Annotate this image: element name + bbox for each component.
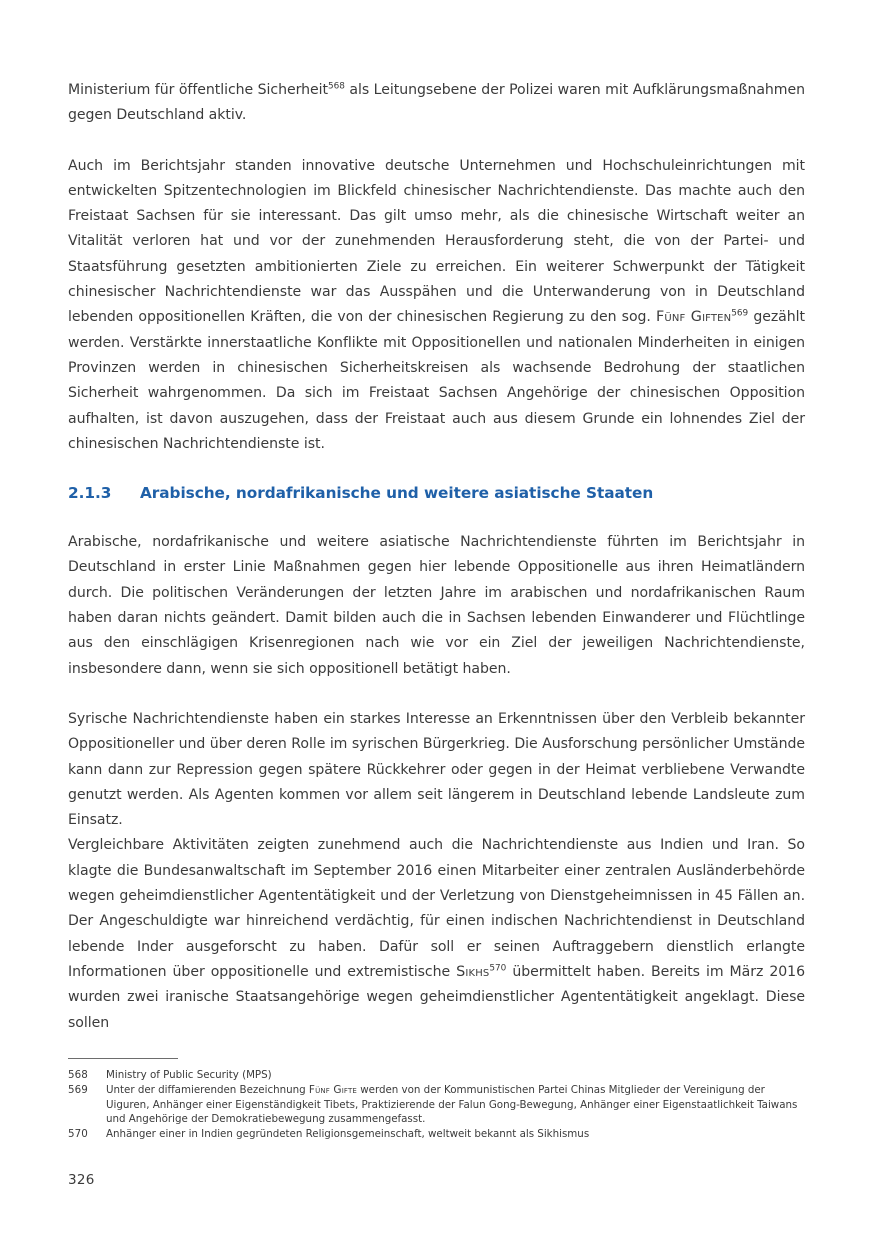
paragraph-text: Arabische, nordafrikanische und weitere asiatische Nachrichtendienste führten im Berichtsjahr in Deutschland in erster Linie Maßnahmen gegen hier lebende Oppositionelle aus ihren Heimatländern durch. Die politischen Veränderungen der letzten Jahre im arabischen und nordafrikanischen Raum haben daran nichts geändert. Damit bilden auch die in Sachsen lebenden Einwanderer und Flüchtlinge aus den einschlägigen Krisenregionen nach wie vor ein Ziel der jeweiligen Nachrichtendienste, insbesondere dann, wenn sie sich oppositionell betätigt haben. <box>68 534 805 677</box>
footnote-number: 569 <box>68 1084 88 1097</box>
smallcaps-sikhs: Sikhs <box>456 963 490 980</box>
paragraph-text-part-1: Auch im Berichtsjahr standen innovative deutsche Unternehmen und Hochschuleinrichtungen mit entwickelten Spitzentechnologien im Blickfeld chinesischer Nachrichtendienste. Das machte auch den Freistaat Sachsen für sie interessant. Das gilt umso mehr, als die chinesische Wirtschaft weiter an Vitalität verloren hat und vor der zunehmenden Herausforderung steht, die von der Partei- und Staatsführung gesetzten ambitionierten Ziele zu erreichen. Ein weiterer Schwerpunkt der Tätigkeit chinesischer Nachrichtendienste war das Ausspähen und die Unterwanderung von in Deutschland lebenden oppositionellen Kräften, die von der chinesischen Regierung zu den sog. <box>68 157 805 326</box>
section-title: Arabische, nordafrikanische und weitere asiatische Staaten <box>140 484 654 503</box>
paragraph-text: Syrische Nachrichtendienste haben ein starkes Interesse an Erkenntnissen über den Verbleib bekannter Oppositioneller und über deren Rolle im syrischen Bürgerkrieg. Die Ausforschung persönlicher Umstände kann dann zur Repression gegen spätere Rückkehrer oder gegen in der Heimat verbliebene Verwandte genutzt werden. Als Agenten kommen vor allem seit längerem in Deutschland lebende Landsleute zum Einsatz. <box>68 710 805 829</box>
paragraph-indien-iran <box>68 833 805 1035</box>
paragraph-ministerium <box>68 78 805 129</box>
footnote-number: 570 <box>68 1128 88 1141</box>
paragraph-syrische-dienste <box>68 707 805 833</box>
footnotes-block <box>68 1058 805 1142</box>
footnote-570 <box>68 1127 805 1142</box>
footnote-ref-570[interactable]: 570 <box>489 963 507 974</box>
page-content <box>68 78 805 1036</box>
page-number: 326 <box>68 1172 95 1188</box>
footnote-text-pre: Unter der diffamierenden Bezeichnung <box>106 1084 309 1097</box>
footnote-separator-rule <box>68 1058 178 1059</box>
paragraph-text-after-footnote: als Leitungsebene der Polizei waren mit Aufklärungsmaßnahmen gegen Deutschland aktiv. <box>68 82 805 124</box>
paragraph-china-nachrichtendienste <box>68 154 805 458</box>
footnote-ref-569[interactable]: 569 <box>731 308 749 319</box>
footnote-ref-568[interactable]: 568 <box>327 81 345 92</box>
section-heading <box>68 482 805 504</box>
spacer-after-heading <box>68 504 805 530</box>
section-number: 2.1.3 <box>68 484 112 503</box>
footnote-text <box>106 1083 805 1127</box>
footnote-569 <box>68 1083 805 1127</box>
paragraph-arabische-dienste <box>68 530 805 682</box>
paragraph-text-before-footnote: Ministerium für öffentliche Sicherheit <box>68 82 328 98</box>
paragraph-text-part-1: Vergleichbare Aktivitäten zeigten zunehmend auch die Nachrichtendienste aus Indien und Iran. So klagte die Bundesanwaltschaft im September 2016 einen Mitarbeiter einer zentralen Ausländerbehörde wegen geheimdienstlicher Agententätigkeit und der Verletzung von Dienstgeheimnissen in 45 Fällen an. Der Angeschuldigte war hinreichend verdächtig, für einen indischen Nachrichtendienst in Deutschland lebende Inder ausgeforscht zu haben. Dafür soll er seinen Auftraggebern dienstlich erlangte Informationen über oppositionelle und extremistische <box>68 837 805 980</box>
footnote-text-post: werden von der Kommunistischen Partei Chinas Mitglieder der Vereinigung der Uiguren, Anhänger einer Eigenständigkeit Tibets, Praktizierende der Falun Gong-Bewegung, Anhänger einer Eigenstaatlichkeit Taiwans und Angehörige der Demokratiebewegung zusammengefasst. <box>106 1084 798 1126</box>
footnote-number: 568 <box>68 1069 88 1081</box>
footnote-text: Anhänger einer in Indien gegründeten Religionsgemeinschaft, weltweit bekannt als Sikhismus <box>106 1128 590 1141</box>
paragraph-text-part-2: gezählt werden. Verstärkte innerstaatliche Konflikte mit Oppositionellen und nationalen Minderheiten in einigen Provinzen werden in chinesischen Sicherheitskreisen als wachsende Bedrohung der staatlichen Sicherheit wahrgenommen. Da sich im Freistaat Sachsen Angehörige der chinesischen Opposition aufhalten, ist davon auszugehen, dass der Freistaat auch aus diesem Grunde ein lohnendes Ziel der chinesischen Nachrichtendienste ist. <box>68 309 805 452</box>
footnote-568 <box>68 1068 805 1083</box>
paragraph-text-part-2: übermittelt haben. Bereits im März 2016 wurden zwei iranische Staatsangehörige wegen geheimdienstlicher Agententätigkeit angeklagt. Diese sollen <box>68 963 805 1031</box>
smallcaps-fuenf-gifte: Fünf Gifte <box>308 1084 357 1097</box>
smallcaps-fuenf-giften: Fünf Giften <box>655 309 732 326</box>
footnote-text: Ministry of Public Security (MPS) <box>106 1069 272 1081</box>
